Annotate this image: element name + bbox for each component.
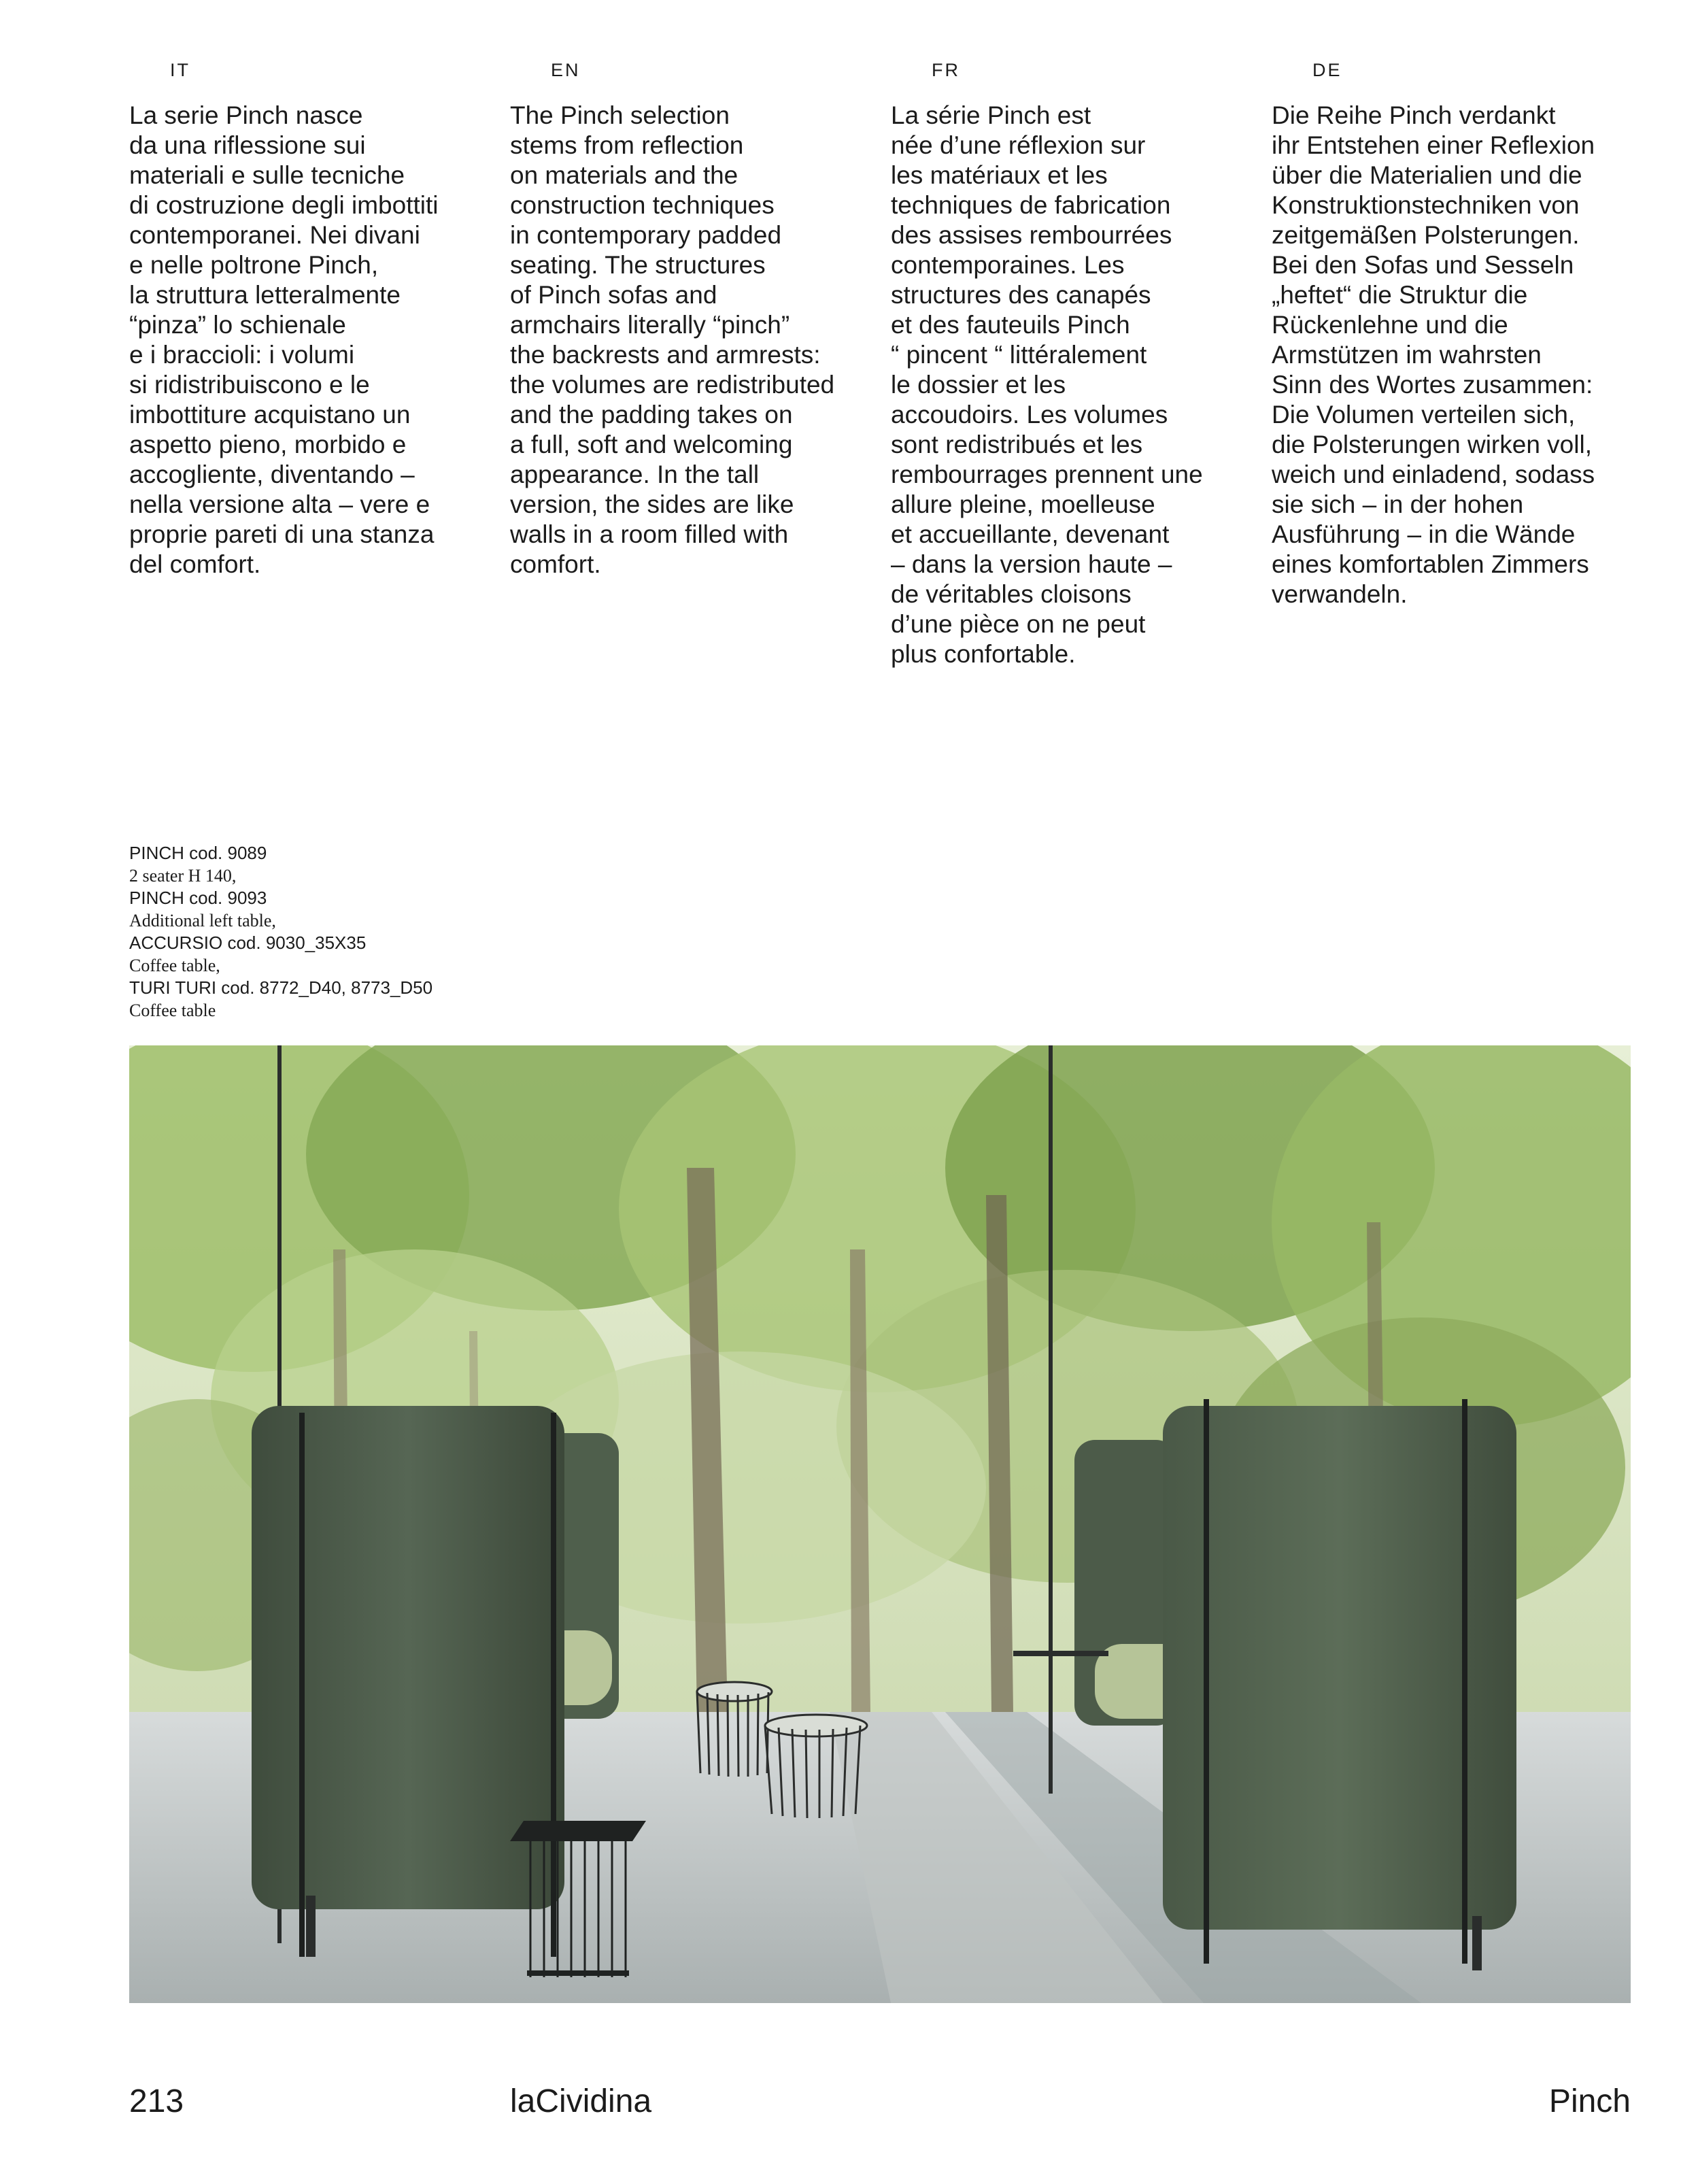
caption-line: PINCH cod. 9093 (129, 888, 267, 908)
caption-line: Coffee table, (129, 956, 220, 975)
window-frame-right (1049, 1045, 1053, 1794)
photo-illustration (129, 1045, 1631, 2003)
text-column-fr (891, 60, 1258, 669)
caption-line: 2 seater H 140, (129, 866, 237, 886)
caption-line: Additional left table, (129, 911, 276, 930)
body-text-en: The Pinch selection stems from reflection on materials and the construction techniques in contemporary padded seating. The structures of Pinch sofas and armchairs literally “pinch” the backrests and armrests: the volumes are redistributed and the padding takes on a full, soft and welcoming appearance. In the tall version, the sides are like walls in a room filled with comfort. (510, 101, 835, 578)
body-text-fr: La série Pinch est née d’une réflexion sur les matériaux et les techniques de fabrication des assises rembourrées contemporaines. Les structures des canapés et des fauteuils Pinch “ pincent “ littéralement le dossier et les accoudoirs. Les volumes sont redistribués et les rembourrages prennent une allure pleine, moelleuse et accueillante, devenant – dans la version haute – de véritables cloisons d’une pièce on ne peut plus confortable. (891, 101, 1203, 668)
language-label-en: EN (551, 60, 581, 80)
caption-line: PINCH cod. 9089 (129, 843, 267, 863)
language-label-de: DE (1312, 60, 1342, 80)
brand-name: laCividina (510, 2083, 652, 2119)
language-label-fr: FR (932, 60, 960, 80)
page-number: 213 (129, 2083, 184, 2119)
product-photo (129, 1045, 1631, 2003)
caption-line: Coffee table (129, 1001, 216, 1020)
series-name: Pinch (1548, 2083, 1631, 2119)
language-label-it: IT (170, 60, 190, 80)
text-column-en (510, 60, 877, 579)
product-caption (129, 842, 510, 1022)
caption-line: ACCURSIO cod. 9030_35X35 (129, 933, 367, 953)
text-column-de (1272, 60, 1639, 609)
left-sofa (252, 1406, 619, 1957)
caption-line: TURI TURI cod. 8772_D40, 8773_D50 (129, 977, 433, 998)
body-text-de: Die Reihe Pinch verdankt ihr Entstehen einer Reflexion über die Materialien und die Konstruktionstechniken von zeitgemäßen Polsterungen. Bei den Sofas und Sesseln „heftet“ die Struktur die Rückenlehne und die Armstützen im wahrsten Sinn des Wortes zusammen: Die Volumen verteilen sich, die Polsterungen wirken voll, weich und einladend, sodass sie sich – in der hohen Ausführung – in die Wände eines komfortablen Zimmers verwandeln. (1272, 101, 1595, 608)
text-column-it (129, 60, 496, 579)
body-text-it: La serie Pinch nasce da una riflessione sui materiali e sulle tecniche di costruzione degli imbottiti contemporanei. Nei divani e nelle poltrone Pinch, la struttura letteralmente “pinza” lo schienale e i braccioli: i volumi si ridistribuiscono e le imbottiture acquistano un aspetto pieno, morbido e accogliente, diventando – nella versione alta – vere e proprie pareti di una stanza del comfort. (129, 101, 439, 578)
